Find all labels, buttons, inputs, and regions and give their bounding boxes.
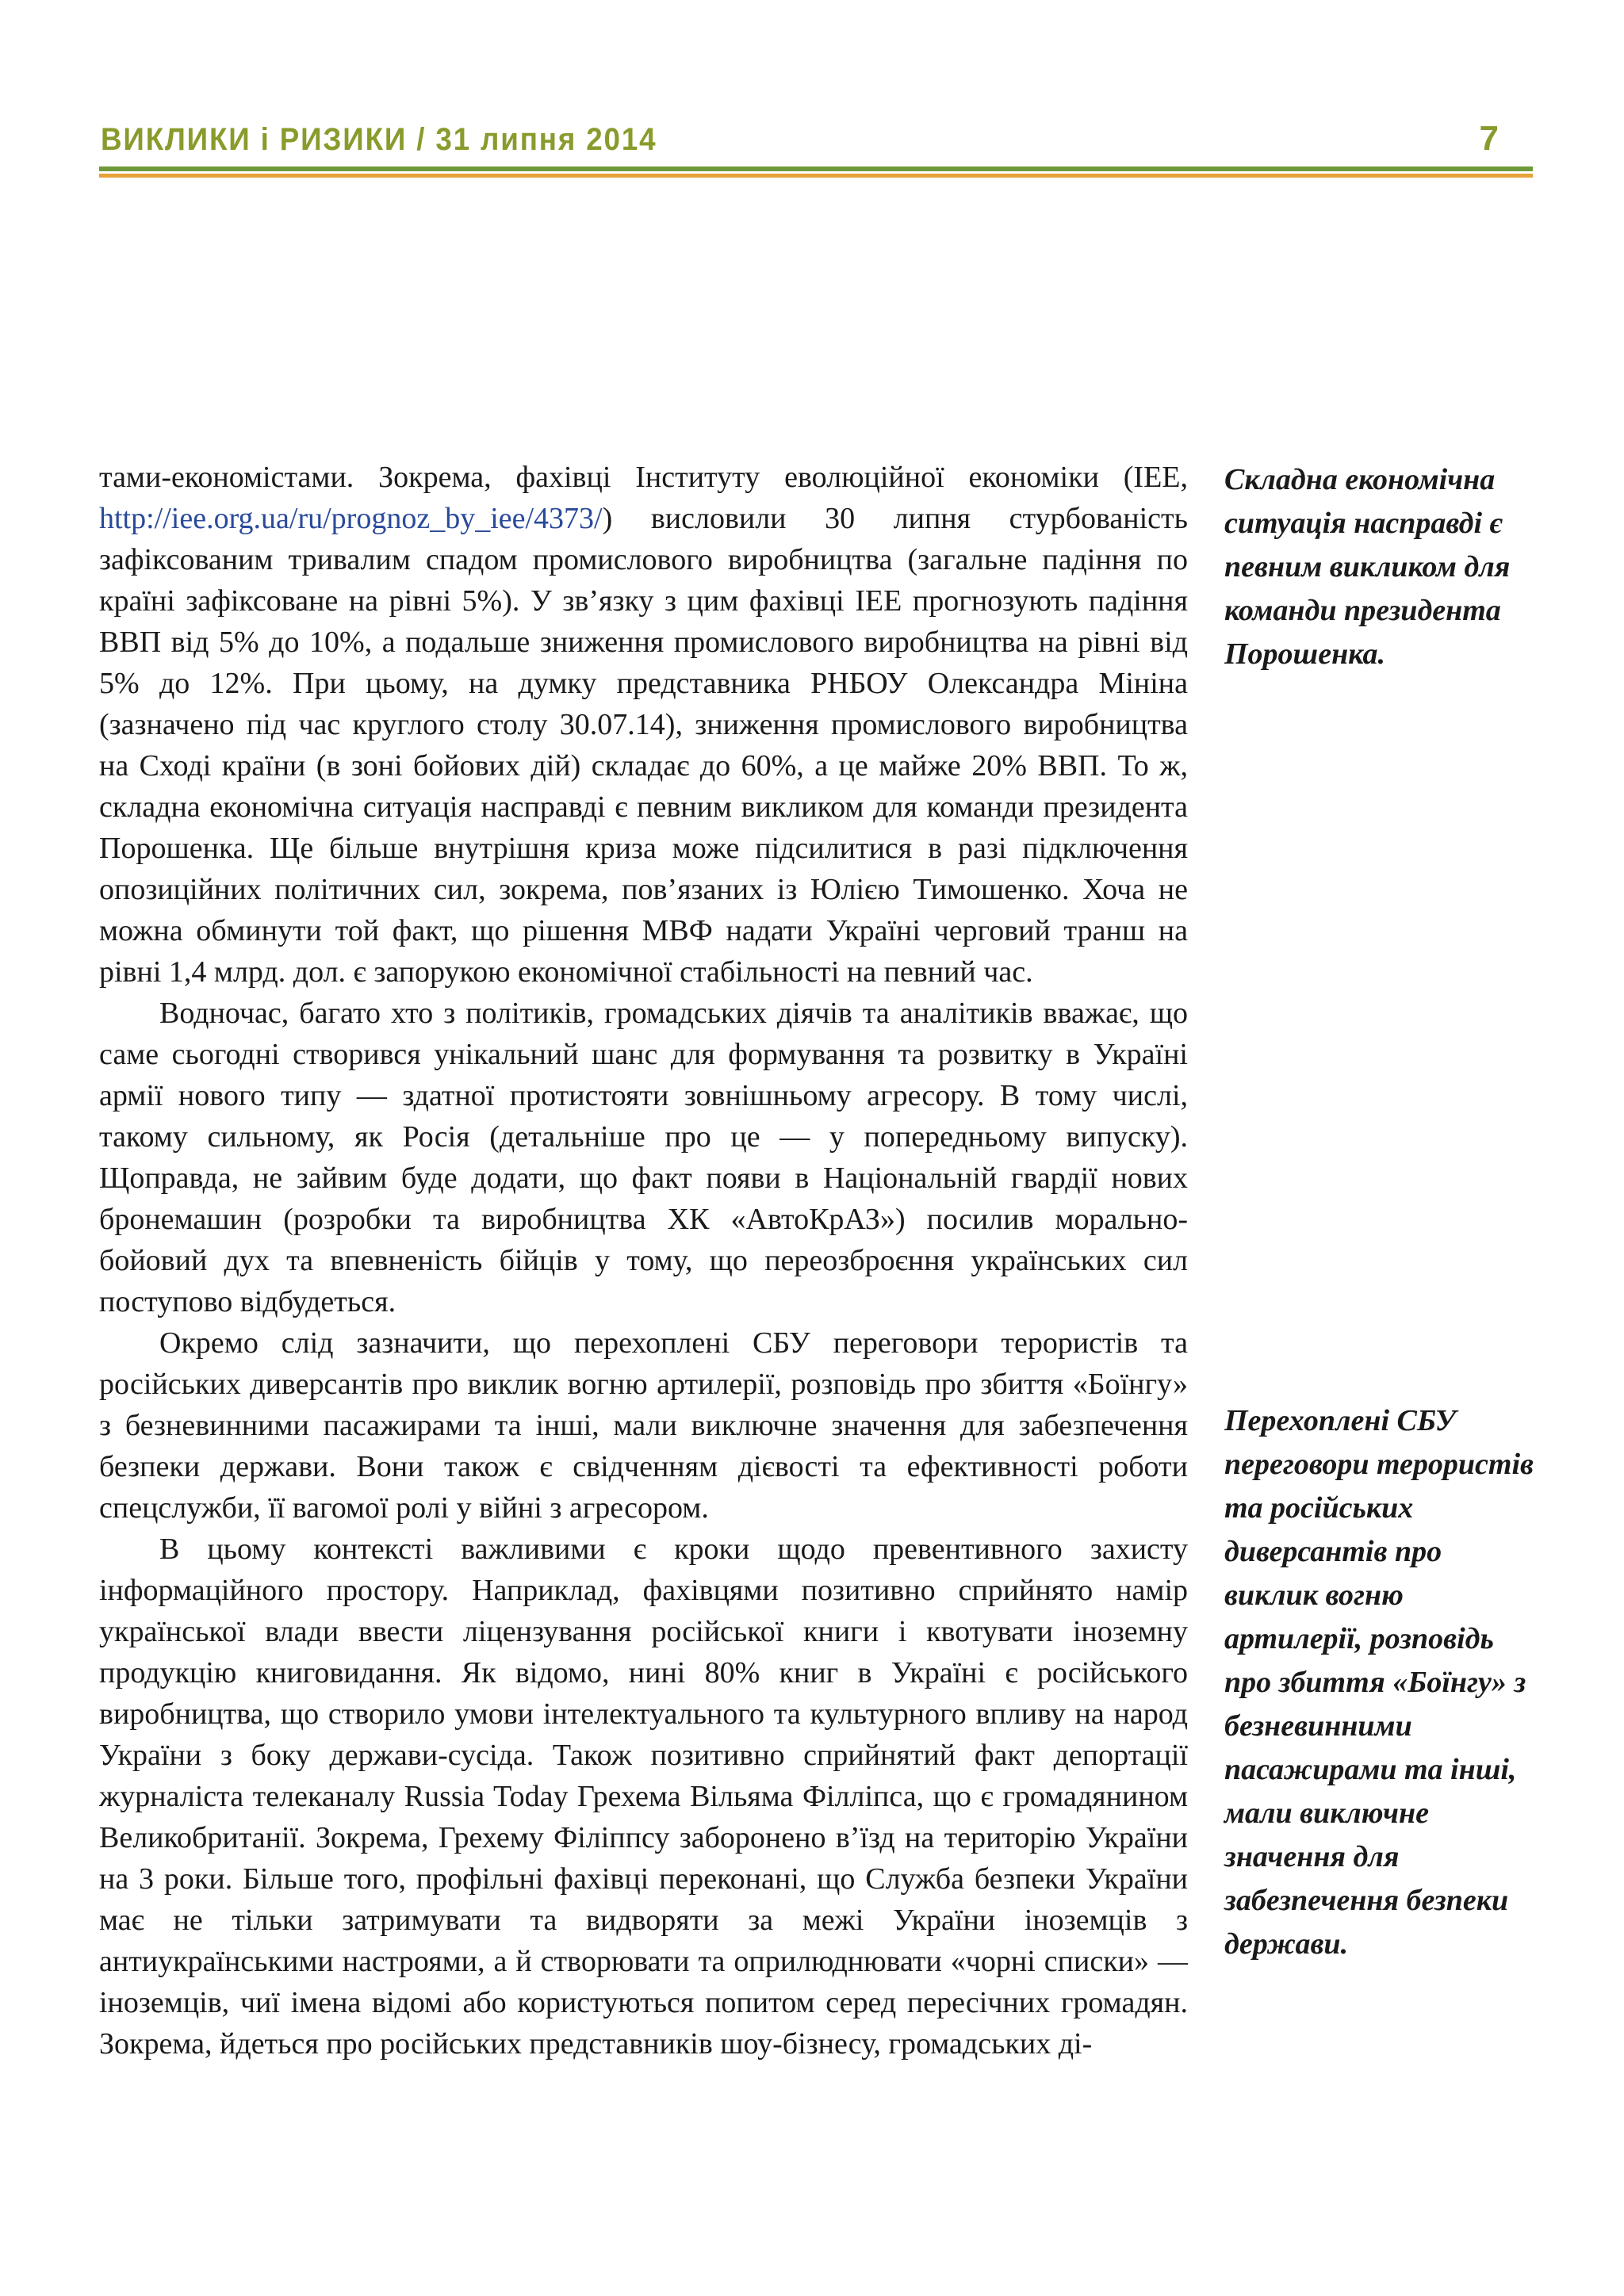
running-header-title: ВИКЛИКИ і РИЗИКИ / 31 липня 2014 [101,122,657,157]
paragraph-text: тами-економістами. Зокрема, фахівці Інституту еволюційної економіки (ІЕЕ, [99,461,1188,494]
article-paragraph-4: В цьому контексті важливими є кроки щодо превентивного захисту інформаційного простору. Наприклад, фахівцями позитивно сприйнято намір української влади ввести ліцензування російської книги і квотувати іноземну продукцію книговидання. Як відомо, нині 80% книг в Україні є російського виробництва, що створило умови інтелектуального та культурного впливу на народ України з боку держави-сусіда. Також позитивно сприйнятий факт депортації журналіста телеканалу Russia Today Грехема Вільяма Філліпса, що є громадянином Великобританії. Зокрема, Грехему Філіппсу заборонено в’їзд на територію України на 3 роки. Більше того, профільні фахівці переконані, що Служба безпеки України має не тільки затримувати та видворяти за межі України іноземців з антиукраїнськими настроями, а й створювати та оприлюднювати «чорні списки» — іноземців, чиї імена відомі або користуються попитом серед пересічних громадян. Зокрема, йдеться про російських представників шоу-бізнесу, громадських ді- [99,1533,1188,2061]
article-body [99,457,1188,2064]
article-paragraph-2: Водночас, багато хто з політиків, громадських діячів та аналітиків вважає, що саме сьогодні створився унікальний шанс для формування та розвитку в Україні армії нового типу — здатної протистояти зовнішньому агресору. В тому числі, такому сильному, як Росія (детальніше про це — у попередньому випуску). Щоправда, не зайвим буде додати, що факт появи в Національній гвардії нових бронемашин (розробки та виробництва ХК «АвтоКрАЗ») посилив морально-бойовий дух та впевненість бійців у тому, що переозброєння українських сил поступово відбудеться. [99,997,1188,1318]
iee-forecast-link[interactable]: http://iee.org.ua/ru/prognoz_by_iee/4373/ [99,502,603,535]
article-paragraph-3: Окремо слід зазначити, що перехоплені СБУ переговори терористів та російських диверсантів про виклик вогню артилерії, розповідь про збиття «Боїнгу» з безневинними пасажирами та інші, мали виключне значення для забезпечення безпеки держави. Вони також є свідченням дієвості та ефективності роботи спецслужби, її вагомої ролі у війні з агресором. [99,1326,1188,1525]
pull-quote-sbu: Перехоплені СБУ переговори терористів та російських диверсантів про виклик вогню артилерії, розповідь про збиття «Боїнгу» з безневинними пасажирами та інші, мали виключне значення для забезпечення безпеки держави. [1224,1404,1534,1961]
article-paragraph-1 [99,457,1188,993]
pull-quote-economy: Складна економічна ситуація насправді є певним викликом для команди президента Порошенка. [1224,463,1511,671]
page-number: 7 [1479,119,1499,158]
header-rule-orange [99,174,1533,178]
paragraph-text: ) висловили 30 липня стурбованість зафіксованим тривалим спадом промислового виробництва (загальне падіння по країні зафіксоване на рівні 5%). У зв’язку з цим фахівці ІЕЕ прогнозують падіння ВВП від 5% до 10%, а подальше зниження промислового виробництва на рівні від 5% до 12%. При цьому, на думку представника РНБОУ Олександра Мініна (зазначено під час круглого столу 30.07.14), зниження промислового виробництва на Сході країни (в зоні бойових дій) складає до 60%, а це майже 20% ВВП. То ж, складна економічна ситуація насправді є певним викликом для команди президента Порошенка. Ще більше внутрішня криза може підсилитися в разі підключення опозиційних політичних сил, зокрема, пов’язаних із Юлією Тимошенко. Хоча не можна обминути той факт, що рішення МВФ надати Україні черговий транш на рівні 1,4 млрд. дол. є запорукою економічної стабільності на певний час. [99,502,1188,989]
header-rule-green [99,166,1533,171]
